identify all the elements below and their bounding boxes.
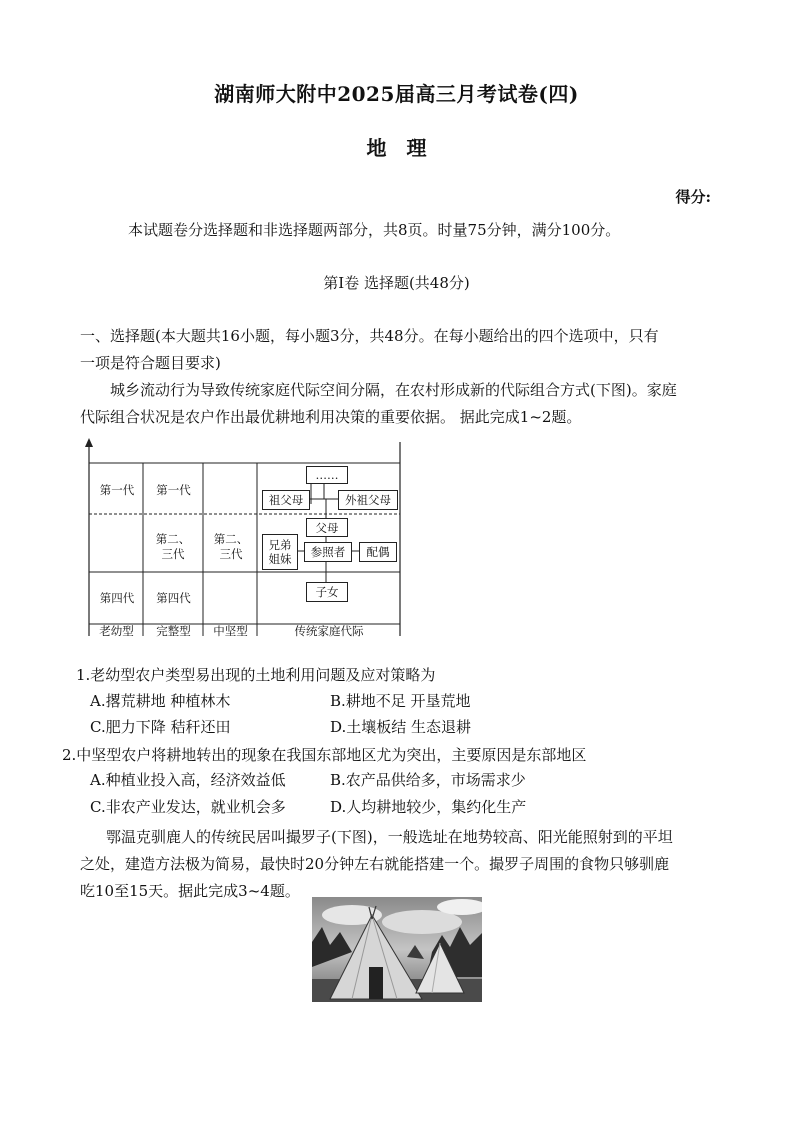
passage2-line2: 之处，建造方法极为简易，最快时20分钟左右就能搭建一个。撮罗子周围的食物只够驯鹿 [80,855,670,873]
passage1-line1: 城乡流动行为导致传统家庭代际空间分隔，在农村形成新的代际组合方式(下图)。家庭 [110,381,677,399]
tree-siblings-box: 兄弟姐妹 [262,534,298,570]
question-2-option-b[interactable]: B.农产品供给多，市场需求少 [330,771,526,789]
footer-complete: 完整型 [156,624,191,638]
question-1-option-c[interactable]: C.肥力下降 秸秆还田 [90,718,231,736]
footer-traditional: 传统家庭代际 [294,624,364,638]
row-gen1-complete: 第一代 [156,483,191,497]
section-title: 第Ⅰ卷 选择题(共48分) [323,274,470,292]
tent-photo [312,897,482,1002]
tree-ego-box: 参照者 [304,542,352,562]
question-1-option-a[interactable]: A.撂荒耕地 种植林木 [90,692,231,710]
question-2-option-d[interactable]: D.人均耕地较少，集约化生产 [330,798,527,816]
intro-text: 本试题卷分选择题和非选择题两部分，共8页。时量75分钟，满分100分。 [128,221,621,239]
tree-grandparents-box: 祖父母 [262,490,310,510]
row-gen4-label: 第四代 [99,591,135,605]
row-gen1-label: 第一代 [99,483,135,497]
score-label: 得分: [675,188,711,206]
subject-title: 地 理 [366,136,427,160]
row-gen23-core: 第二、三代 [213,532,249,561]
row-gen23-complete: 第二、三代 [155,532,191,561]
question-1-stem: 1.老幼型农户类型易出现的土地利用问题及应对策略为 [76,666,436,684]
tree-ancestors-box: …… [306,466,348,484]
passage2-line1: 鄂温克驯鹿人的传统民居叫撮罗子(下图)，一般选址在地势较高、阳光能照射到的平坦 [106,828,673,846]
tree-maternal-grandparents-box: 外祖父母 [338,490,398,510]
tree-spouse-box: 配偶 [359,542,397,562]
generation-diagram [84,438,404,638]
passage2-line3: 吃10至15天。据此完成3~4题。 [80,882,300,900]
instructions-line1: 一、选择题(本大题共16小题，每小题3分，共48分。在每小题给出的四个选项中，只有 [80,327,659,345]
instructions-line2: 一项是符合题目要求) [80,354,221,372]
tree-children-box: 子女 [306,582,348,602]
question-2-option-c[interactable]: C.非农产业发达，就业机会多 [90,798,286,816]
question-2-option-a[interactable]: A.种植业投入高，经济效益低 [90,771,286,789]
passage1-line2: 代际组合状况是农户作出最优耕地利用决策的重要依据。 据此完成1~2题。 [80,408,582,426]
question-2-stem: 2.中坚型农户将耕地转出的现象在我国东部地区尤为突出，主要原因是东部地区 [62,746,587,764]
exam-title: 湖南师大附中2025届高三月考试卷(四) [214,82,579,106]
tree-parents-box: 父母 [306,518,348,537]
footer-core: 中坚型 [213,624,248,638]
question-1-option-d[interactable]: D.土壤板结 生态退耕 [330,718,472,736]
row-gen4-complete: 第四代 [156,591,191,605]
footer-old-young: 老幼型 [99,624,134,638]
question-1-option-b[interactable]: B.耕地不足 开垦荒地 [330,692,471,710]
